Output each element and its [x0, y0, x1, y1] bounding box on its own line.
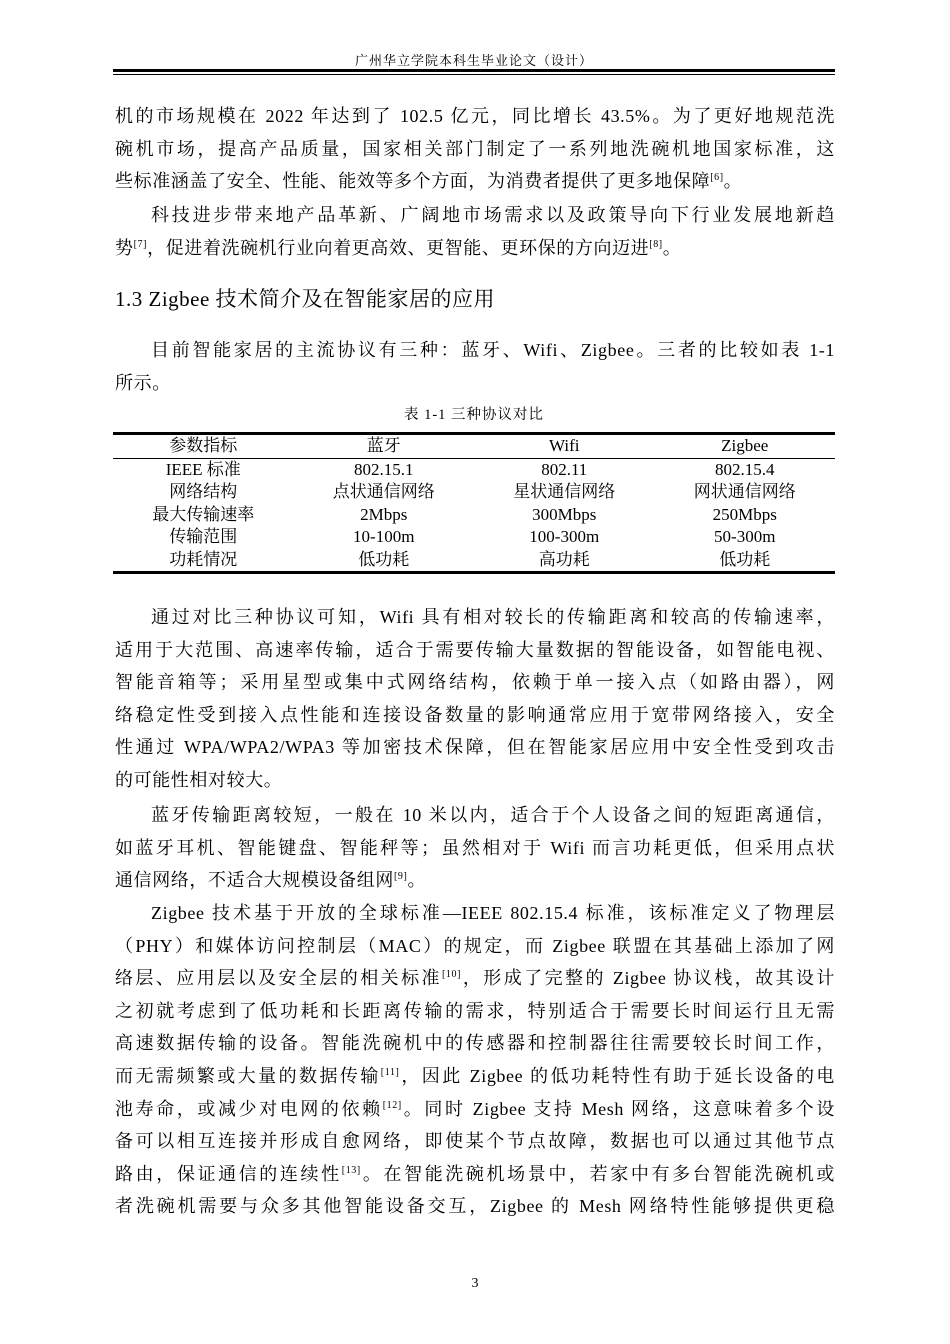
text-segment: 科技进步带来地产品革新、广阔地市场需求以及政策导向下行业发展地新趋 — [151, 205, 835, 225]
text-segment: 蓝牙传输距离较短，一般在 10 米以内，适合于个人设备之间的短距离通信， — [151, 805, 835, 825]
text-line — [115, 995, 835, 1028]
text-line — [115, 232, 835, 265]
protocol-comparison-table — [113, 432, 835, 574]
text-segment: 。 — [407, 870, 427, 891]
text-segment: ，促进着洗碗机行业向着更高效、更智能、更环保的方向迈进 — [147, 237, 650, 258]
text-segment: 者洗碗机需要与众多其他智能设备交互，Zigbee 的 Mesh 网络特性能够提供更稳 — [115, 1196, 835, 1217]
text-segment: 机的市场规模在 2022 年达到了 102.5 亿元，同比增长 43.5%。为了更好地规范洗 — [115, 106, 835, 126]
table-header-cell: Zigbee — [721, 436, 769, 456]
text-segment: 通过对比三种协议可知，Wifi 具有相对较长的传输距离和较高的传输速率， — [151, 607, 835, 627]
text-line — [115, 930, 835, 963]
paragraph-tech-trend — [115, 199, 835, 264]
text-line — [115, 199, 835, 232]
text-line — [115, 165, 835, 198]
text-segment: 些标准涵盖了安全、性能、能效等多个方面，为消费者提供了更多地保障 — [115, 171, 711, 192]
text-segment: 。在智能洗碗机场景中，若家中有多台智能洗碗机或 — [360, 1163, 835, 1184]
table-cell: 2Mbps — [360, 504, 408, 524]
header-rule-thin — [113, 74, 835, 75]
page-number: 3 — [471, 1276, 479, 1291]
table-cell: 低功耗 — [719, 549, 771, 569]
text-segment: 络稳定性受到接入点性能和连接设备数量的影响通常应用于宽带网络接入，安全 — [115, 704, 835, 725]
running-header: 广州华立学院本科生毕业论文（设计） — [354, 53, 593, 68]
citation-superscript: [13] — [341, 1164, 361, 1176]
text-segment: ，形成了完整的 Zigbee 协议栈，故其设计 — [461, 968, 835, 989]
table-row — [113, 549, 835, 573]
text-segment: Zigbee 技术基于开放的全球标准—IEEE 802.15.4 标准，该标准定义了物理层 — [151, 903, 835, 923]
text-segment: 。同时 Zigbee 支持 Mesh 网络，这意味着多个设 — [401, 1098, 835, 1119]
citation-superscript: [6] — [710, 172, 724, 184]
text-segment: 性通过 WPA/WPA2/WPA3 等加密技术保障，但在智能家居应用中安全性受到攻击 — [115, 737, 835, 758]
text-line — [115, 666, 835, 699]
text-line — [115, 367, 835, 400]
text-segment: 路由，保证通信的连续性 — [115, 1163, 342, 1184]
table-cell: 高功耗 — [538, 549, 590, 569]
citation-superscript: [12] — [382, 1099, 402, 1111]
table-row — [113, 458, 835, 481]
table-header-row — [113, 434, 835, 459]
text-line — [115, 1125, 835, 1158]
table-cell: 250Mbps — [712, 504, 777, 524]
text-segment: 的可能性相对较大。 — [115, 769, 283, 790]
text-line — [115, 1190, 835, 1223]
text-segment: 目前智能家居的主流协议有三种：蓝牙、Wifi、Zigbee。三者的比较如表 1-1 — [151, 340, 835, 360]
text-segment: （PHY）和媒体访问控制层（MAC）的规定，而 Zigbee 联盟在其基础上添加了网 — [115, 935, 835, 956]
citation-superscript: [10] — [441, 969, 462, 981]
table-caption: 表 1-1 三种协议对比 — [403, 407, 545, 423]
table-cell: 10-100m — [353, 527, 415, 547]
text-line — [115, 601, 835, 634]
table-cell: 100-300m — [529, 527, 600, 547]
citation-superscript: [11] — [380, 1066, 400, 1078]
citation-superscript: [9] — [394, 871, 408, 883]
paragraph-wifi — [115, 601, 835, 797]
text-line — [115, 897, 835, 930]
table-cell: 802.15.1 — [354, 459, 414, 479]
table-cell: 网状通信网络 — [693, 482, 796, 502]
text-line — [115, 1093, 835, 1126]
text-line — [115, 799, 835, 832]
table-cell: 802.11 — [541, 459, 588, 479]
text-line — [115, 634, 835, 667]
citation-superscript: [7] — [133, 238, 148, 250]
text-segment: 势 — [115, 237, 134, 258]
citation-superscript: [8] — [649, 238, 663, 250]
table-row — [113, 504, 835, 527]
table-cell: 网络结构 — [169, 482, 238, 502]
text-line — [115, 864, 835, 897]
table-cell: 低功耗 — [358, 549, 410, 569]
text-segment: 。 — [723, 171, 743, 192]
text-line — [115, 1027, 835, 1060]
text-line — [115, 764, 835, 797]
text-segment: 备可以相互连接并形成自愈网络，即使某个节点故障，数据也可以通过其他节点 — [115, 1131, 835, 1152]
text-segment: 通信网络，不适合大规模设备组网 — [115, 870, 394, 891]
table-header-cell: 蓝牙 — [366, 436, 401, 456]
text-line — [115, 731, 835, 764]
text-line — [115, 832, 835, 865]
text-line — [115, 1158, 835, 1191]
table-cell: IEEE 标准 — [165, 459, 241, 479]
text-line — [115, 962, 835, 995]
paragraph-market-size — [115, 100, 835, 198]
table-header-cell: 参数指标 — [169, 436, 238, 456]
text-segment: 适用于大范围、高速率传输，适合于需要传输大量数据的智能设备，如智能电视、 — [115, 639, 835, 660]
text-segment: 之初就考虑到了低功耗和长距离传输的需求，特别适合于需要长时间运行且无需 — [115, 1000, 835, 1021]
table-cell: 功耗情况 — [169, 549, 238, 569]
section-heading: 1.3 Zigbee 技术简介及在智能家居的应用 — [115, 287, 496, 311]
text-segment: 池寿命，或减少对电网的依赖 — [115, 1098, 383, 1119]
table-cell: 802.15.4 — [715, 459, 775, 479]
table-header-cell: Wifi — [549, 436, 580, 456]
table-cell: 星状通信网络 — [513, 482, 616, 502]
text-segment: 而无需频繁或大量的数据传输 — [115, 1065, 381, 1086]
table-cell: 传输范围 — [169, 527, 238, 547]
text-segment: 络层、应用层以及安全层的相关标准 — [115, 968, 442, 989]
paragraph-protocols-intro — [115, 334, 835, 399]
table-row — [113, 481, 835, 504]
text-line — [115, 100, 835, 133]
text-segment: 。 — [662, 237, 682, 258]
paragraph-bluetooth — [115, 799, 835, 897]
text-line — [115, 699, 835, 732]
text-segment: 智能音箱等；采用星型或集中式网络结构，依赖于单一接入点（如路由器），网 — [115, 672, 835, 693]
text-segment: 碗机市场，提高产品质量，国家相关部门制定了一系列地洗碗机地国家标准，这 — [115, 138, 835, 159]
text-line — [115, 334, 835, 367]
text-segment: 如蓝牙耳机、智能键盘、智能秤等；虽然相对于 Wifi 而言功耗更低，但采用点状 — [115, 837, 835, 858]
table-cell: 最大传输速率 — [152, 504, 255, 524]
text-line — [115, 1060, 835, 1093]
table-cell: 50-300m — [714, 527, 776, 547]
text-segment: 高速数据传输的设备。智能洗碗机中的传感器和控制器往往需要较长时间工作， — [115, 1033, 835, 1054]
table-cell: 点状通信网络 — [332, 482, 435, 502]
paragraph-zigbee — [115, 897, 835, 1223]
header-rule-thick — [113, 69, 835, 72]
table-cell: 300Mbps — [532, 504, 597, 524]
table-row — [113, 526, 835, 549]
text-segment: ，因此 Zigbee 的低功耗特性有助于延长设备的电 — [399, 1065, 835, 1086]
text-segment: 所示。 — [115, 372, 171, 393]
text-line — [115, 133, 835, 166]
